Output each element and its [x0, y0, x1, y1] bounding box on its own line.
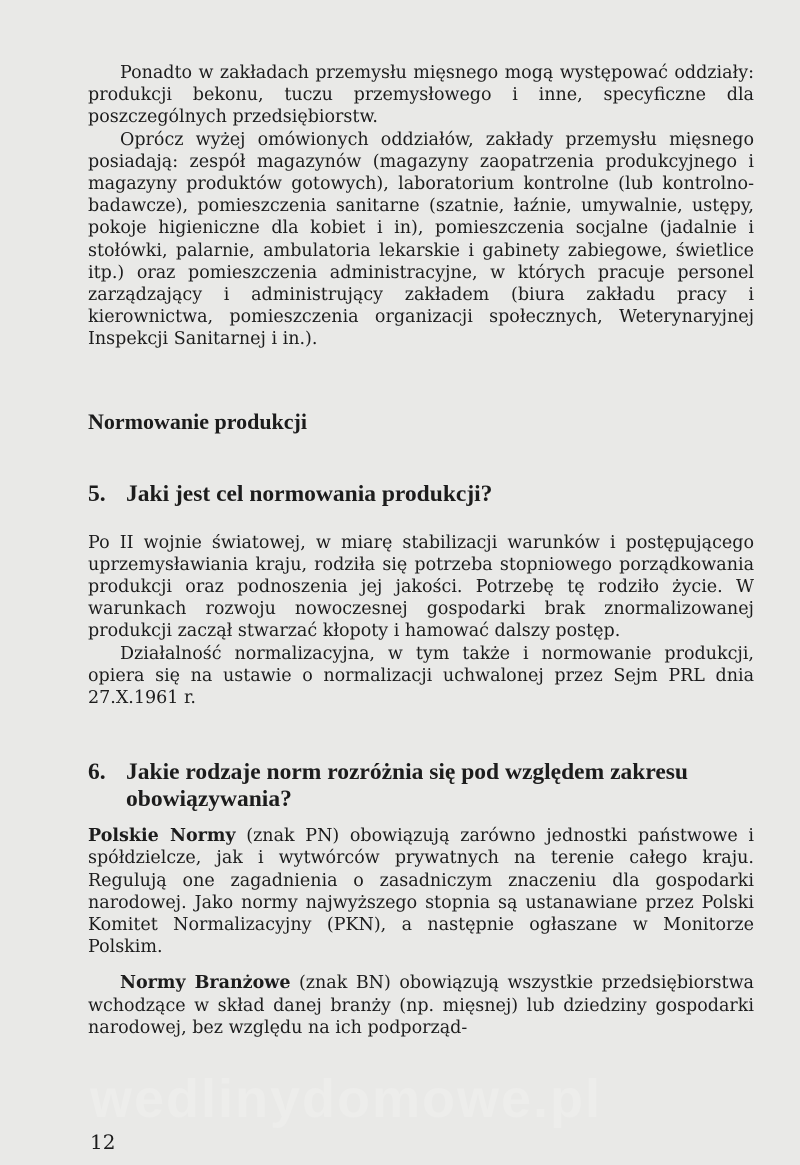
question-6 — [88, 759, 754, 813]
normy-branzowe-description: (znak BN) obowiązują wszystkie przedsiębiorstwa wchodzące w skład danej branży (np. mięsnej) lub dziedziny gospodarki narodowej, bez względu na ich podporząd- — [88, 973, 754, 1038]
question-5 — [88, 481, 754, 508]
answer-6-polskie-normy — [88, 825, 754, 958]
question-5-number: 5. — [88, 480, 106, 507]
question-6-number: 6. — [88, 759, 106, 786]
question-6-text: Jakie rodzaje norm rozróżnia się pod względem zakresu obowiązywania? — [126, 759, 688, 813]
paragraph-bekon: Ponadto w zakładach przemysłu mięsnego mogą występować oddziały: produkcji bekonu, tuczu przemysłowego i inne, specyficzne dla poszczególnych przedsiębiorstw. — [88, 63, 754, 128]
answer-5-paragraph-2: Działalność normalizacyjna, w tym także i normowanie produkcji, opiera się na ustawie o normalizacji uchwalonej przez Sejm PRL dnia 27.X.1961 r. — [88, 643, 754, 709]
polskie-normy-description: (znak PN) obowiązują zarówno jednostki państwowe i spółdzielcze, jak i wytwórców prywatnych na terenie całego kraju. Regulują one zagadnienia o zasadniczym znaczeniu dla gospodarki narodowej. Jako normy najwyższego stopnia są ustanawiane przez Polski Komitet Normalizacyjny (PKN), a następnie ogłaszane w Monitorze Polskim. — [88, 826, 754, 958]
answer-5-paragraph-1: Po II wojnie światowej, w miarę stabilizacji warunków i postępującego uprzemysławiania kraju, rodziła się potrzeba stopniowego porządkowania produkcji oraz podnoszenia jej jakości. Potrzebę tę rodziło życie. W warunkach rozwoju nowoczesnej gospodarki brak znormalizowanej produkcji zaczął stwarzać kłopoty i hamować dalszy postęp. — [88, 532, 754, 642]
page-content — [88, 62, 754, 1039]
term-polskie-normy: Polskie Normy — [88, 826, 236, 847]
section-title: Normowanie produkcji — [88, 408, 307, 434]
page-number: 12 — [90, 1130, 116, 1154]
answer-6-normy-branzowe — [88, 972, 754, 1039]
term-normy-branzowe: Normy Branżowe — [120, 973, 291, 994]
watermark: wedlinydomowe.pl — [90, 1069, 603, 1129]
paragraph-facilities: Oprócz wyżej omówionych oddziałów, zakłady przemysłu mięsnego posiadają: zespół magazynów (magazyny zaopatrzenia produkcyjnego i magazyny produktów gotowych), laboratorium kontrolne (lub kontrolno-badawcze), pomieszczenia sanitarne (szatnie, łaźnie, umywalnie, ustępy, pokoje higieniczne dla kobiet i in), pomieszczenia socjalne (jadalnie i stołówki, palarnie, ambulatoria lekarskie i gabinety zabiegowe, świetlice itp.) oraz pomieszczenia administracyjne, w których pracuje personel zarządzający i administrujący zakładem (biura zakładu pracy i kierownictwa, pomieszczenia organizacji społecznych, Weterynaryjnej Inspekcji Sanitarnej i in.). — [88, 129, 754, 350]
question-5-text: Jaki jest cel normowania produkcji? — [126, 480, 493, 507]
